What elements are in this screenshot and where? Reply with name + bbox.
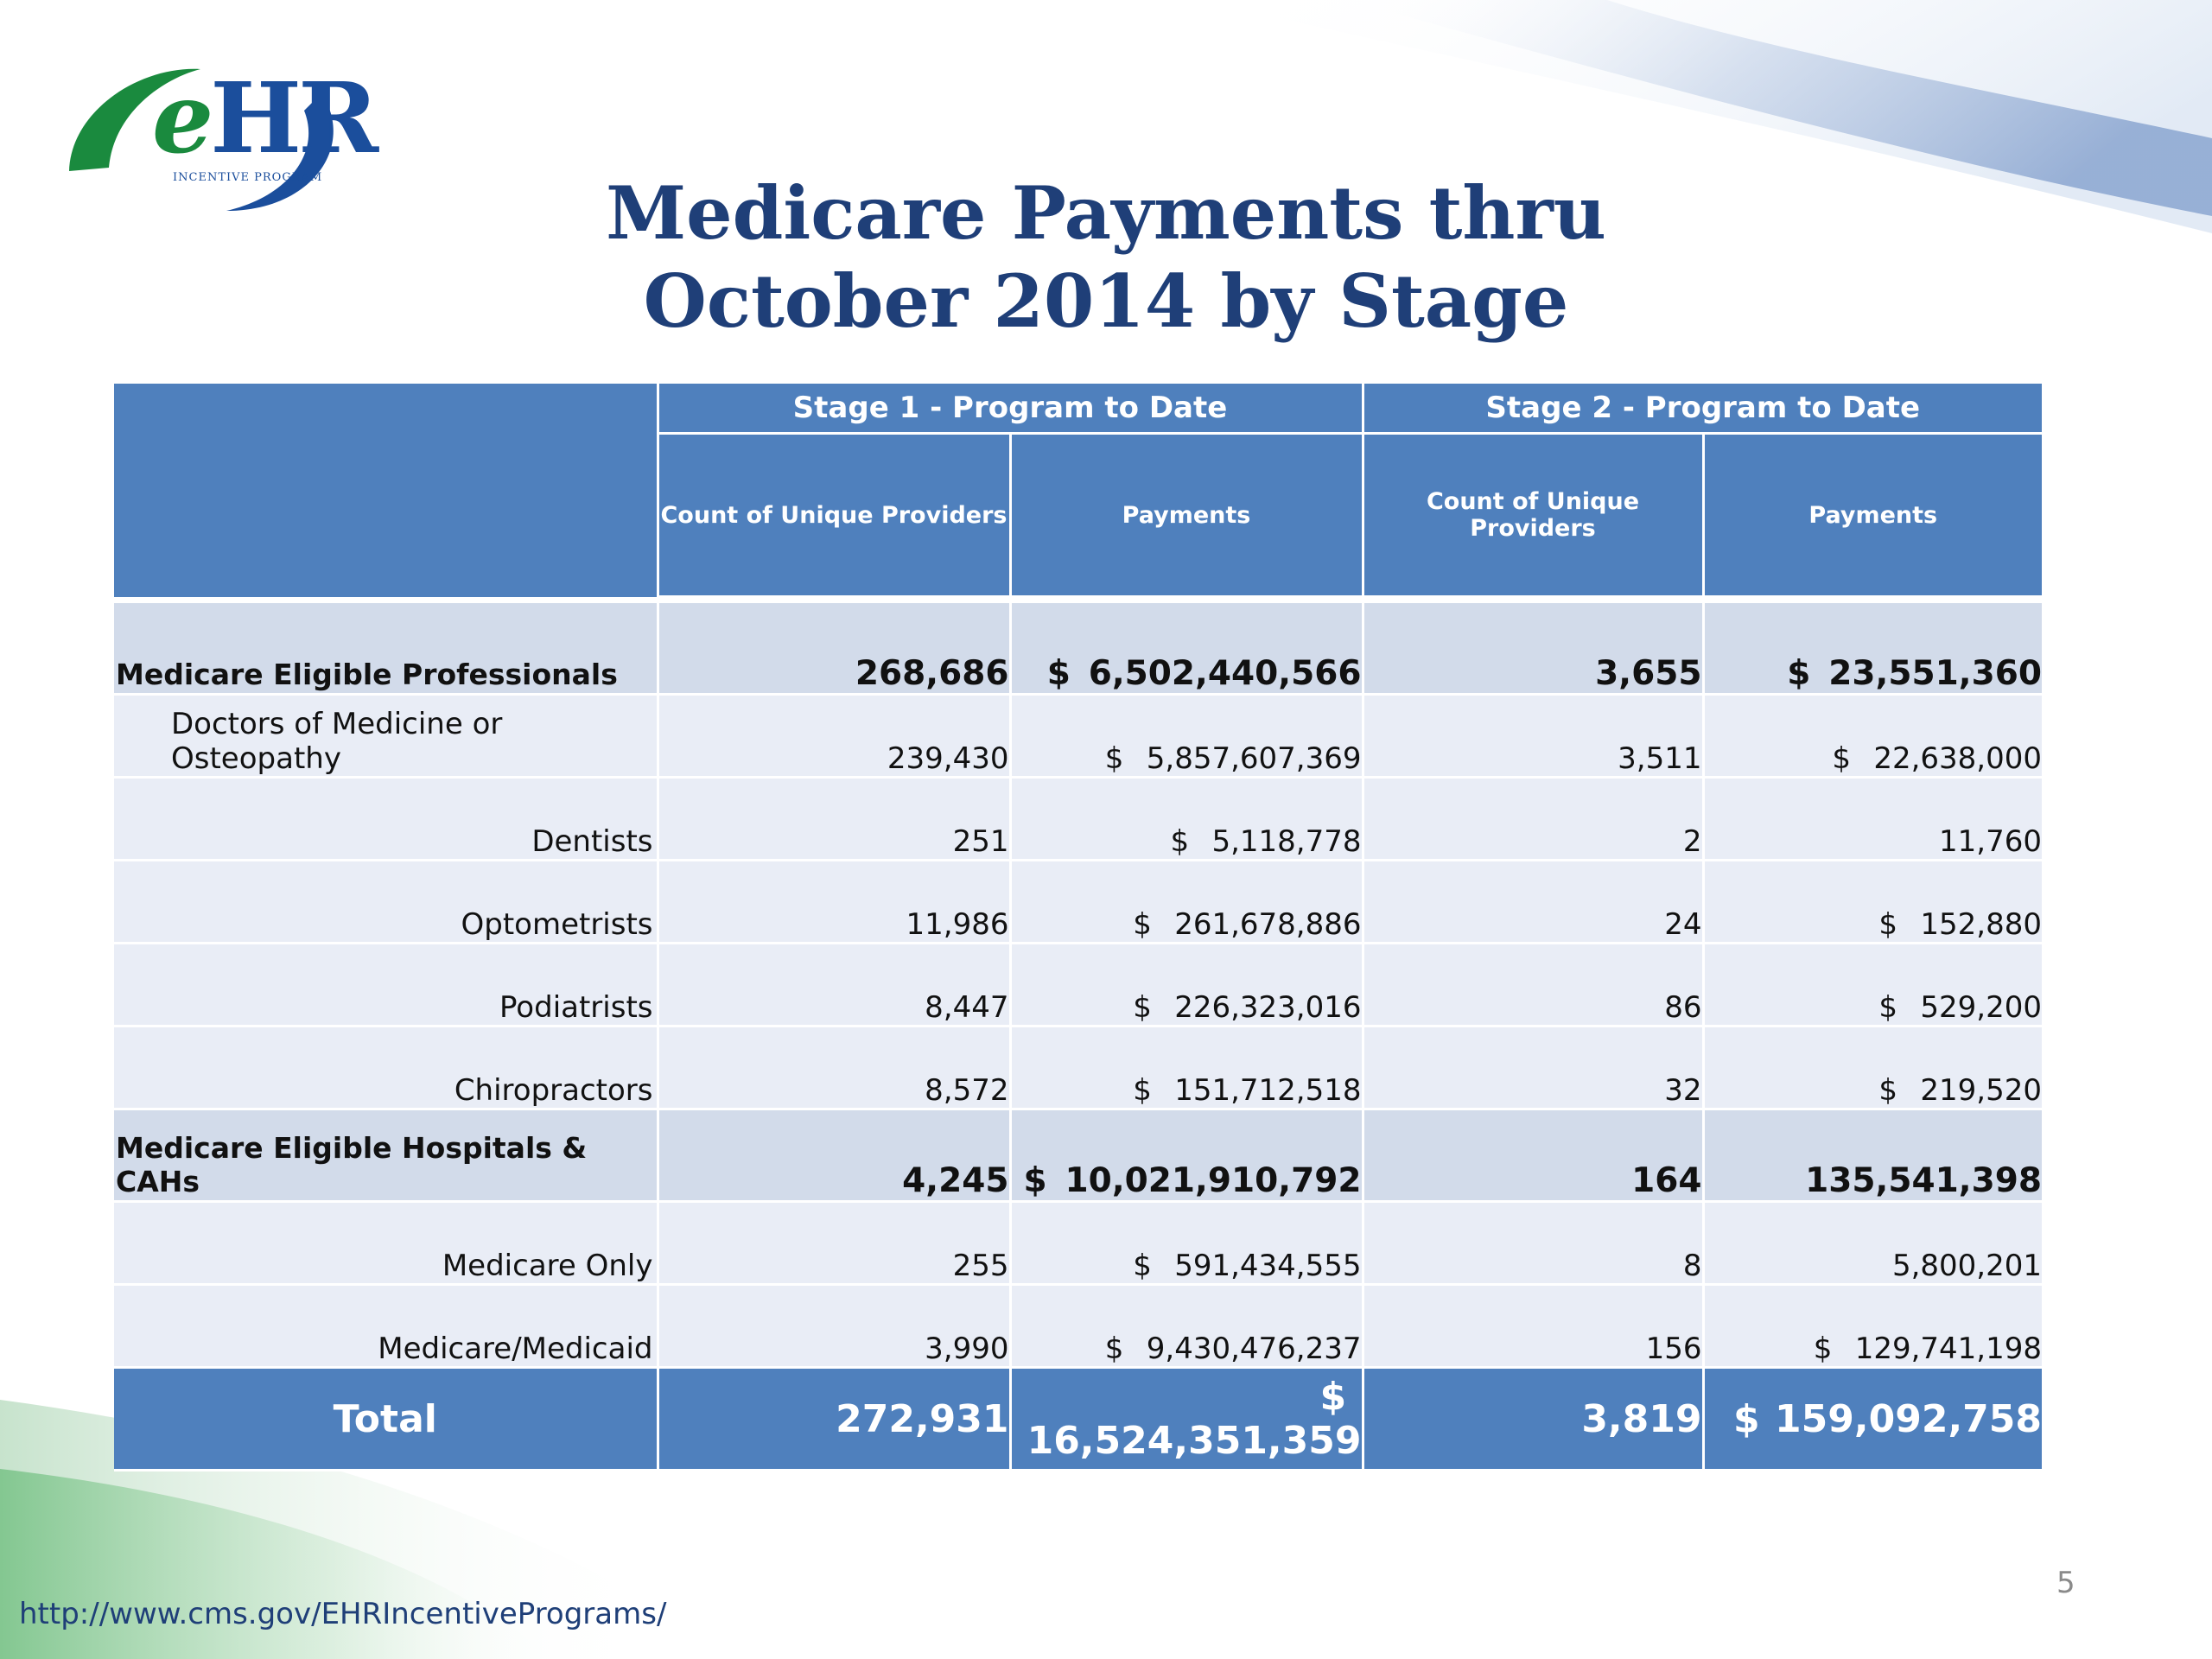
currency-symbol: $ xyxy=(1133,990,1152,1025)
stage-1-payment-cell xyxy=(1010,1202,1363,1285)
stage-2-payment-cell xyxy=(1703,603,2042,695)
stage-1-payment-cell xyxy=(1010,695,1363,778)
payments-table xyxy=(114,384,2042,1471)
currency-symbol: $ xyxy=(1813,1332,1833,1366)
title-line-1: Medicare Payments thru xyxy=(606,170,1606,256)
stage-2-count-cell: 32 xyxy=(1363,1027,1703,1109)
ehr-logo xyxy=(62,59,376,219)
stage-1-total-count: 272,931 xyxy=(658,1368,1010,1471)
row-label: Medicare Eligible Professionals xyxy=(114,603,658,695)
payment-value: 135,541,398 xyxy=(1805,1161,2042,1200)
stage-1-count-cell: 3,990 xyxy=(658,1285,1010,1368)
currency-symbol: $ xyxy=(1023,1161,1047,1200)
corner-header-cell xyxy=(114,384,658,597)
stage-header-row xyxy=(114,384,2042,434)
currency-symbol: $ xyxy=(1878,990,1898,1025)
stage-2-payment-cell xyxy=(1703,944,2042,1027)
payment-value: 5,857,607,369 xyxy=(1146,741,1362,776)
stage-1-payment-cell xyxy=(1010,778,1363,861)
stage-2-total-payment xyxy=(1703,1368,2042,1471)
stage-2-count-cell: 2 xyxy=(1363,778,1703,861)
currency-symbol: $ xyxy=(1319,1375,1347,1419)
stage-1-count-cell: 239,430 xyxy=(658,695,1010,778)
stage-1-count-cell: 251 xyxy=(658,778,1010,861)
payment-value: 9,430,476,237 xyxy=(1146,1332,1362,1366)
stage-2-payment-cell xyxy=(1703,1202,2042,1285)
total-row xyxy=(114,1368,2042,1471)
stage-1-total-payment xyxy=(1010,1368,1363,1471)
stage-1-count-cell: 4,245 xyxy=(658,1109,1010,1202)
payment-value: 152,880 xyxy=(1920,907,2042,942)
row-label: Medicare/Medicaid xyxy=(114,1285,658,1368)
logo-wordmark xyxy=(152,62,376,175)
stage-2-count-cell: 8 xyxy=(1363,1202,1703,1285)
stage-1-count-cell: 8,447 xyxy=(658,944,1010,1027)
stage-2-payment-cell xyxy=(1703,1027,2042,1109)
stage-1-count-cell: 268,686 xyxy=(658,603,1010,695)
stage-2-total-count: 3,819 xyxy=(1363,1368,1703,1471)
row-label: Dentists xyxy=(114,778,658,861)
table-row xyxy=(114,944,2042,1027)
column-header: Payments xyxy=(1010,434,1363,597)
table-row xyxy=(114,603,2042,695)
stage-1-count-cell: 8,572 xyxy=(658,1027,1010,1109)
row-label: Optometrists xyxy=(114,861,658,944)
table-row xyxy=(114,778,2042,861)
logo-tagline: INCENTIVE PROGRAM xyxy=(173,171,323,184)
logo-letters-hr: HR xyxy=(210,62,376,175)
payment-value: 6,502,440,566 xyxy=(1088,654,1362,693)
currency-symbol: $ xyxy=(1133,907,1152,942)
column-header: Payments xyxy=(1703,434,2042,597)
payment-value: 529,200 xyxy=(1920,990,2042,1025)
currency-symbol: $ xyxy=(1104,741,1124,776)
payment-value: 151,712,518 xyxy=(1174,1073,1362,1108)
stage-2-payment-cell xyxy=(1703,778,2042,861)
stage-2-count-cell: 3,511 xyxy=(1363,695,1703,778)
stage-1-payment-cell xyxy=(1010,944,1363,1027)
stage-2-payment-cell xyxy=(1703,695,2042,778)
payment-value: 11,760 xyxy=(1939,824,2042,859)
row-label: Doctors of Medicine or Osteopathy xyxy=(114,695,658,778)
stage-1-payment-cell xyxy=(1010,1285,1363,1368)
stage-2-count-cell: 24 xyxy=(1363,861,1703,944)
currency-symbol: $ xyxy=(1133,1073,1152,1108)
stage-2-payment-cell xyxy=(1703,861,2042,944)
stage-1-count-cell: 11,986 xyxy=(658,861,1010,944)
source-url-link[interactable]: http://www.cms.gov/EHRIncentivePrograms/ xyxy=(19,1597,667,1631)
stage-1-header: Stage 1 - Program to Date xyxy=(658,384,1363,434)
currency-symbol: $ xyxy=(1832,741,1851,776)
column-header: Count of Unique Providers xyxy=(658,434,1010,597)
stage-2-payment-cell xyxy=(1703,1109,2042,1202)
payment-value: 261,678,886 xyxy=(1174,907,1362,942)
currency-symbol: $ xyxy=(1046,654,1071,693)
currency-symbol: $ xyxy=(1170,824,1190,859)
payment-value: 219,520 xyxy=(1920,1073,2042,1108)
currency-symbol: $ xyxy=(1878,1073,1898,1108)
stage-2-header: Stage 2 - Program to Date xyxy=(1363,384,2042,434)
row-label: Medicare Only xyxy=(114,1202,658,1285)
stage-2-count-cell: 164 xyxy=(1363,1109,1703,1202)
payment-value: 129,741,198 xyxy=(1854,1332,2042,1366)
stage-1-payment-cell xyxy=(1010,861,1363,944)
payment-value: 5,800,201 xyxy=(1891,1249,2042,1283)
stage-1-payment-cell xyxy=(1010,1109,1363,1202)
stage-2-count-cell: 3,655 xyxy=(1363,603,1703,695)
table-row xyxy=(114,1202,2042,1285)
table-row xyxy=(114,1027,2042,1109)
row-label: Podiatrists xyxy=(114,944,658,1027)
stage-1-count-cell: 255 xyxy=(658,1202,1010,1285)
table-row xyxy=(114,1285,2042,1368)
payment-value: 16,524,351,359 xyxy=(1027,1419,1362,1463)
row-label: Medicare Eligible Hospitals & CAHs xyxy=(114,1109,658,1202)
stage-1-payment-cell xyxy=(1010,603,1363,695)
table-row xyxy=(114,861,2042,944)
stage-2-count-cell: 86 xyxy=(1363,944,1703,1027)
page-number: 5 xyxy=(2056,1566,2075,1600)
payment-value: 591,434,555 xyxy=(1174,1249,1362,1283)
row-label: Chiropractors xyxy=(114,1027,658,1109)
payment-value: 22,638,000 xyxy=(1873,741,2042,776)
total-label: Total xyxy=(114,1368,658,1471)
currency-symbol: $ xyxy=(1104,1332,1124,1366)
table-row xyxy=(114,1109,2042,1202)
stage-2-count-cell: 156 xyxy=(1363,1285,1703,1368)
payment-value: 159,092,758 xyxy=(1775,1396,2042,1441)
currency-symbol: $ xyxy=(1878,907,1898,942)
title-line-2: October 2014 by Stage xyxy=(643,258,1569,344)
payment-value: 23,551,360 xyxy=(1828,654,2042,693)
logo-letter-e: e xyxy=(152,62,211,175)
currency-symbol: $ xyxy=(1787,654,1811,693)
column-header: Count of Unique Providers xyxy=(1363,434,1703,597)
table-row xyxy=(114,695,2042,778)
stage-1-payment-cell xyxy=(1010,1027,1363,1109)
payment-value: 10,021,910,792 xyxy=(1065,1161,1362,1200)
payment-value: 226,323,016 xyxy=(1174,990,1362,1025)
slide-title xyxy=(553,169,1659,346)
currency-symbol: $ xyxy=(1733,1396,1760,1441)
payment-value: 5,118,778 xyxy=(1211,824,1362,859)
stage-2-payment-cell xyxy=(1703,1285,2042,1368)
currency-symbol: $ xyxy=(1133,1249,1152,1283)
